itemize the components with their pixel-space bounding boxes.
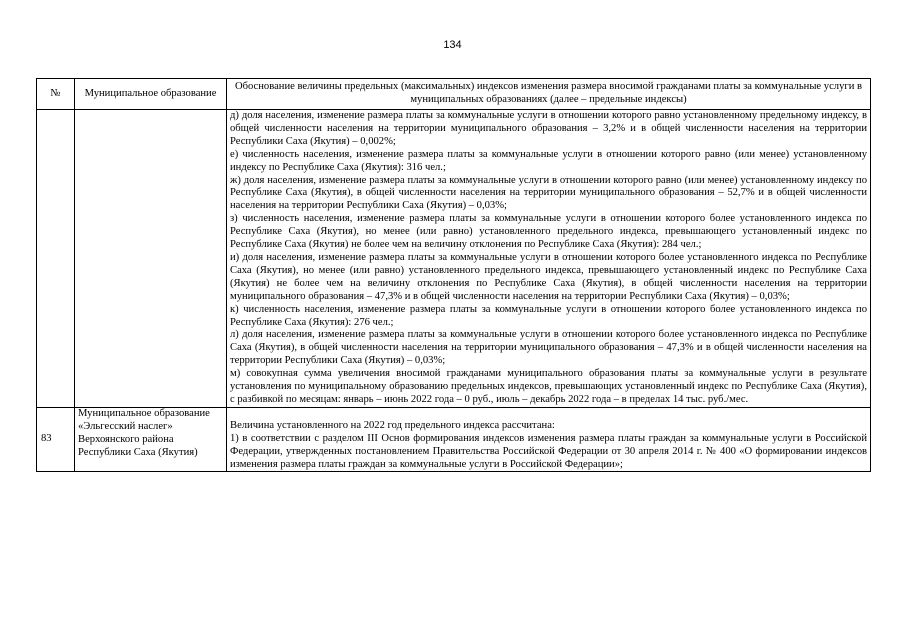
row-justification (227, 407, 871, 472)
header-justification: Обоснование величины предельных (максимальных) индексов изменения размера вносимой гражданами платы за коммунальные услуги в муниципальных образованиях (далее – предельные индексы) (227, 79, 871, 110)
row-justification (227, 110, 871, 408)
table-header-row (37, 79, 871, 110)
paragraph: з) численность населения, изменение размера платы за коммунальные услуги в отношении которого более установленного индекса по Республике Саха (Якутия), но менее (или равно) установленного предельного индекса, превышающего установленный индекс по Республике Саха (Якутия) не более чем на величину отклонения по Республике Саха (Якутия): 284 чел.; (230, 213, 867, 251)
paragraph: м) совокупная сумма увеличения вносимой гражданами муниципального образования платы за коммунальные услуги в результате установления по муниципальному образованию предельных индексов, превышающих установленный индекс по Республике Саха (Якутия), с разбивкой по месяцам: январь – июнь 2022 года – 0 руб., июль – декабрь 2022 года – в пределах 14 тыс. руб./мес. (230, 368, 867, 405)
paragraph: ж) доля населения, изменение размера платы за коммунальные услуги в отношении которого равно (или менее) установленному индексу по Республике Саха (Якутия), в общей численности населения на территории муниципального образования – 52,7% и в общей численности населения на территории Республики Саха (Якутия) – 0,03%; (230, 174, 867, 212)
paragraph: д) доля населения, изменение размера платы за коммунальные услуги в отношении которого равно установленному предельному индексу, в общей численности населения на территории муниципального образования – 3,2% и в общей численности населения на территории Республики Саха (Якутия) – 0,002%; (230, 110, 867, 147)
row-number (37, 110, 75, 408)
table-row (37, 407, 871, 472)
paragraph: 1) в соответствии с разделом III Основ формирования индексов изменения размера платы граждан за коммунальные услуги в Российской Федерации, утвержденных постановлением Правительства Российской Федерации от 30 апреля 2014 г. № 400 «О формировании индексов изменения размера платы граждан за коммунальные услуги в Российской Федерации»; (230, 432, 867, 470)
paragraph: и) доля населения, изменение размера платы за коммунальные услуги в отношении которого более установленного индекса по Республике Саха (Якутия), но менее (или равно) установленного предельного индекса, превышающего установленный индекс по Республике Саха (Якутия) не более чем на величину отклонения по Республике Саха (Якутия), в общей численности населения на территории муниципального образования – 47,3% и в общей численности населения на территории Республики Саха (Якутия) – 0,03%; (230, 251, 867, 302)
row-municipality: Муниципальное образование «Эльгесский наслег» Верхоянского района Республики Саха (Якутия) (75, 407, 227, 472)
paragraph: к) численность населения, изменение размера платы за коммунальные услуги в отношении которого более установленного индекса по Республике Саха (Якутия): 276 чел.; (230, 303, 867, 328)
table-row (37, 110, 871, 408)
header-municipality: Муниципальное образование (75, 79, 227, 110)
paragraph: л) доля населения, изменение размера платы за коммунальные услуги в отношении которого более установленного индекса по Республике Саха (Якутия), в общей численности населения на территории муниципального образования – 47,3% и в общей численности населения на территории Республики Саха (Якутия) – 0,03%; (230, 329, 867, 367)
paragraph: е) численность населения, изменение размера платы за коммунальные услуги в отношении которого равно (или менее) установленному индексу по Республике Саха (Якутия): 316 чел.; (230, 148, 867, 173)
row-number: 83 (37, 407, 75, 472)
page-number: 134 (443, 39, 462, 51)
paragraph: Величина установленного на 2022 год предельного индекса рассчитана: (230, 419, 555, 431)
row-municipality (75, 110, 227, 408)
indices-table (36, 78, 871, 472)
header-number: № (37, 79, 75, 110)
spacer (230, 408, 867, 420)
